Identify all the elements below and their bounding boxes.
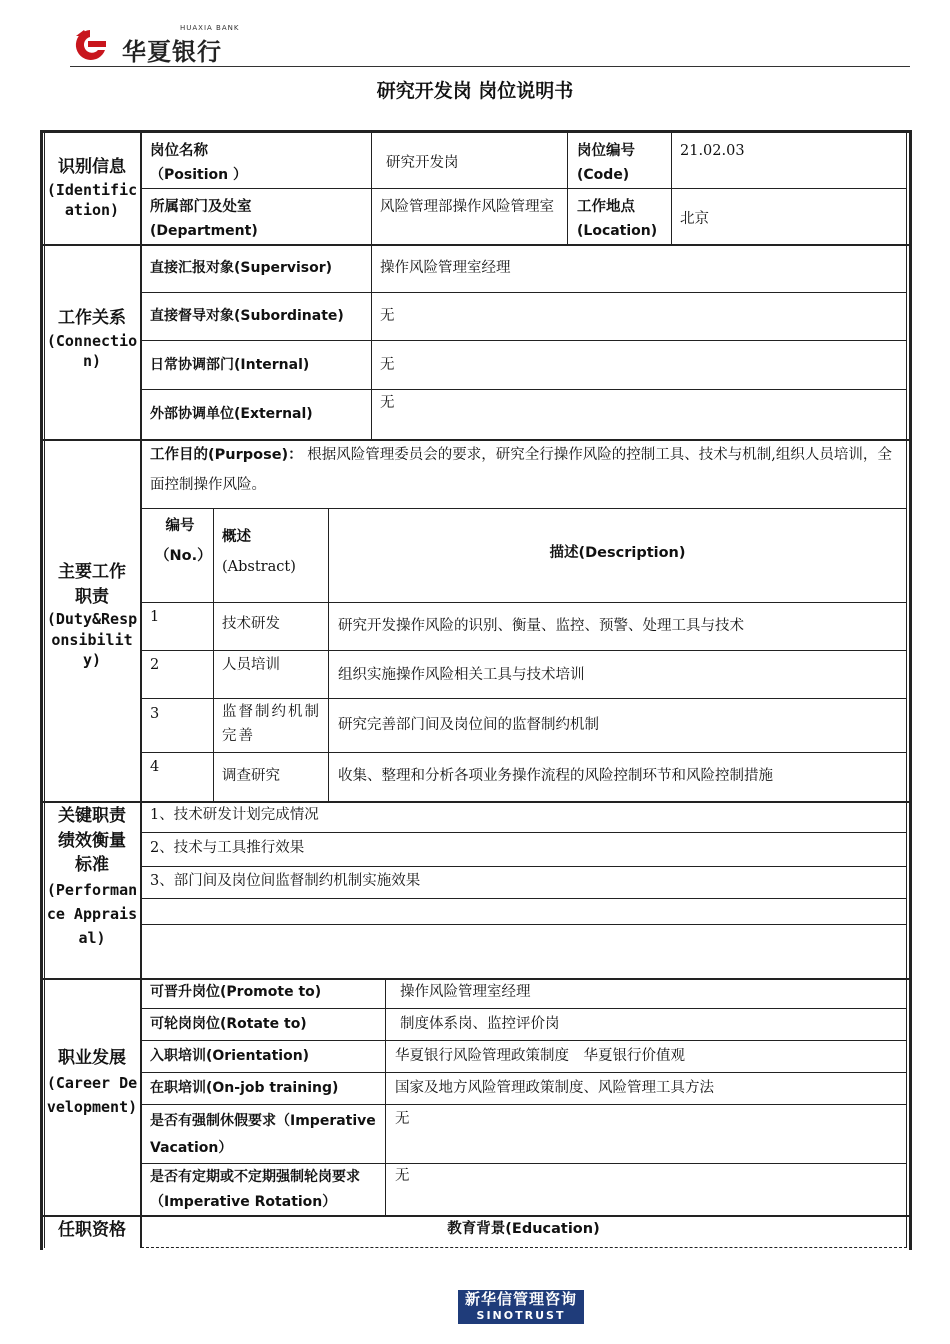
consult-name-cn: 新华信管理咨询 — [464, 1290, 577, 1308]
bank-name-cn: 华夏银行 — [122, 38, 222, 66]
section-label-en: (Performance Appraisal) — [46, 880, 138, 947]
section-label: 主要工作职责 — [58, 562, 126, 607]
section-duty — [44, 560, 140, 670]
section-label: 关键职责绩效衡量标准 — [58, 806, 126, 876]
section-connection — [44, 306, 140, 371]
duty-abstract: 技术研发 — [222, 616, 280, 632]
section-qualification: 任职资格 — [58, 1220, 126, 1240]
bank-name-en: HUAXIA BANK — [180, 24, 240, 32]
code-label-en: (Code) — [577, 166, 630, 183]
dept-label: 所属部门及处室 — [150, 199, 252, 215]
position-label-en: （Position ） — [150, 166, 247, 183]
section-identification — [44, 155, 140, 220]
section-performance — [44, 804, 140, 950]
col-abstract-label: 概述 — [222, 529, 251, 545]
section-label-en: (Identification) — [46, 180, 138, 219]
subordinate-value: 无 — [380, 308, 395, 324]
dept-label-en: (Department) — [150, 222, 258, 239]
internal-label: 日常协调部门(Internal) — [150, 357, 310, 373]
vacation-value: 无 — [395, 1111, 410, 1127]
orientation-value: 华夏银行风险管理政策制度 华夏银行价值观 — [395, 1048, 685, 1064]
education-header: 教育背景(Education) — [447, 1221, 600, 1237]
dept-label-cell — [150, 196, 365, 243]
section-label: 工作关系 — [58, 308, 126, 328]
onjob-label: 在职培训(On-job training) — [150, 1080, 339, 1096]
performance-item: 2、技术与工具推行效果 — [150, 840, 305, 856]
huaxia-bank-logo — [70, 24, 240, 66]
location-label-cell — [577, 196, 669, 243]
external-label: 外部协调单位(External) — [150, 406, 313, 422]
location-label-en: (Location) — [577, 222, 658, 239]
code-value: 21.02.03 — [680, 143, 745, 159]
purpose-label: 工作目的(Purpose)： — [150, 447, 303, 463]
duty-no: 2 — [150, 657, 160, 673]
position-label-cell — [150, 140, 365, 187]
duty-no: 3 — [150, 706, 160, 722]
section-label: 识别信息 — [58, 157, 126, 177]
document-title: 研究开发岗 岗位说明书 — [376, 80, 574, 102]
location-label: 工作地点 — [577, 199, 635, 215]
orientation-label: 入职培训(Orientation) — [150, 1048, 310, 1064]
purpose-text: 根据风险管理委员会的要求，研究全行操作风险的控制工具、技术与机制,组织人员培训，全面控制操作风险。 — [150, 447, 892, 494]
rotation-value: 无 — [395, 1168, 410, 1184]
vacation-label: 是否有强制休假要求（Imperative Vacation） — [150, 1113, 376, 1157]
section-label-en: (Duty&Responsibility) — [46, 610, 138, 669]
supervisor-value: 操作风险管理室经理 — [380, 260, 511, 276]
col-abstract-label-en: (Abstract) — [222, 558, 296, 575]
position-label: 岗位名称 — [150, 143, 208, 159]
position-value: 研究开发岗 — [386, 155, 459, 171]
external-value: 无 — [380, 395, 395, 411]
code-label: 岗位编号 — [577, 143, 635, 159]
rotate-value: 制度体系岗、监控评价岗 — [400, 1016, 560, 1032]
col-no-header: 编号（No.） — [155, 518, 212, 564]
purpose-cell — [150, 440, 905, 501]
dept-value: 风险管理部操作风险管理室 — [380, 199, 554, 215]
duty-abstract: 监督制约机制完善 — [222, 704, 321, 744]
duty-desc: 组织实施操作风险相关工具与技术培训 — [338, 667, 585, 683]
col-desc-header: 描述(Description) — [549, 545, 686, 561]
location-value: 北京 — [680, 211, 709, 227]
bank-emblem-icon — [70, 26, 110, 64]
section-career — [44, 1046, 140, 1119]
promote-label: 可晋升岗位(Promote to) — [150, 984, 322, 1000]
consult-name-en: SINOTRUST — [476, 1309, 566, 1322]
onjob-value: 国家及地方风险管理政策制度、风险管理工具方法 — [395, 1080, 714, 1096]
col-abstract-header — [222, 526, 326, 580]
subordinate-label: 直接督导对象(Subordinate) — [150, 308, 344, 324]
performance-item: 1、技术研发计划完成情况 — [150, 807, 319, 823]
duty-desc: 研究完善部门间及岗位间的监督制约机制 — [338, 717, 599, 733]
section-label: 职业发展 — [58, 1048, 126, 1068]
duty-desc: 收集、整理和分析各项业务操作流程的风险控制环节和风险控制措施 — [338, 768, 773, 784]
rotate-label: 可轮岗岗位(Rotate to) — [150, 1016, 307, 1032]
duty-desc: 研究开发操作风险的识别、衡量、监控、预警、处理工具与技术 — [338, 618, 744, 634]
section-label-en: (Connection) — [46, 331, 138, 370]
duty-no: 1 — [150, 609, 160, 625]
header-rule — [70, 66, 910, 67]
code-label-cell — [577, 140, 669, 187]
duty-abstract: 人员培训 — [222, 657, 280, 673]
duty-no: 4 — [150, 759, 160, 775]
supervisor-label: 直接汇报对象(Supervisor) — [150, 260, 333, 276]
promote-value: 操作风险管理室经理 — [400, 984, 531, 1000]
internal-value: 无 — [380, 357, 395, 373]
rotation-label: 是否有定期或不定期强制轮岗要求（Imperative Rotation） — [150, 1169, 360, 1210]
section-label-en: (Career Development) — [46, 1073, 138, 1116]
performance-item: 3、部门间及岗位间监督制约机制实施效果 — [150, 873, 421, 889]
duty-abstract: 调查研究 — [222, 768, 280, 784]
sinotrust-logo — [458, 1290, 584, 1324]
